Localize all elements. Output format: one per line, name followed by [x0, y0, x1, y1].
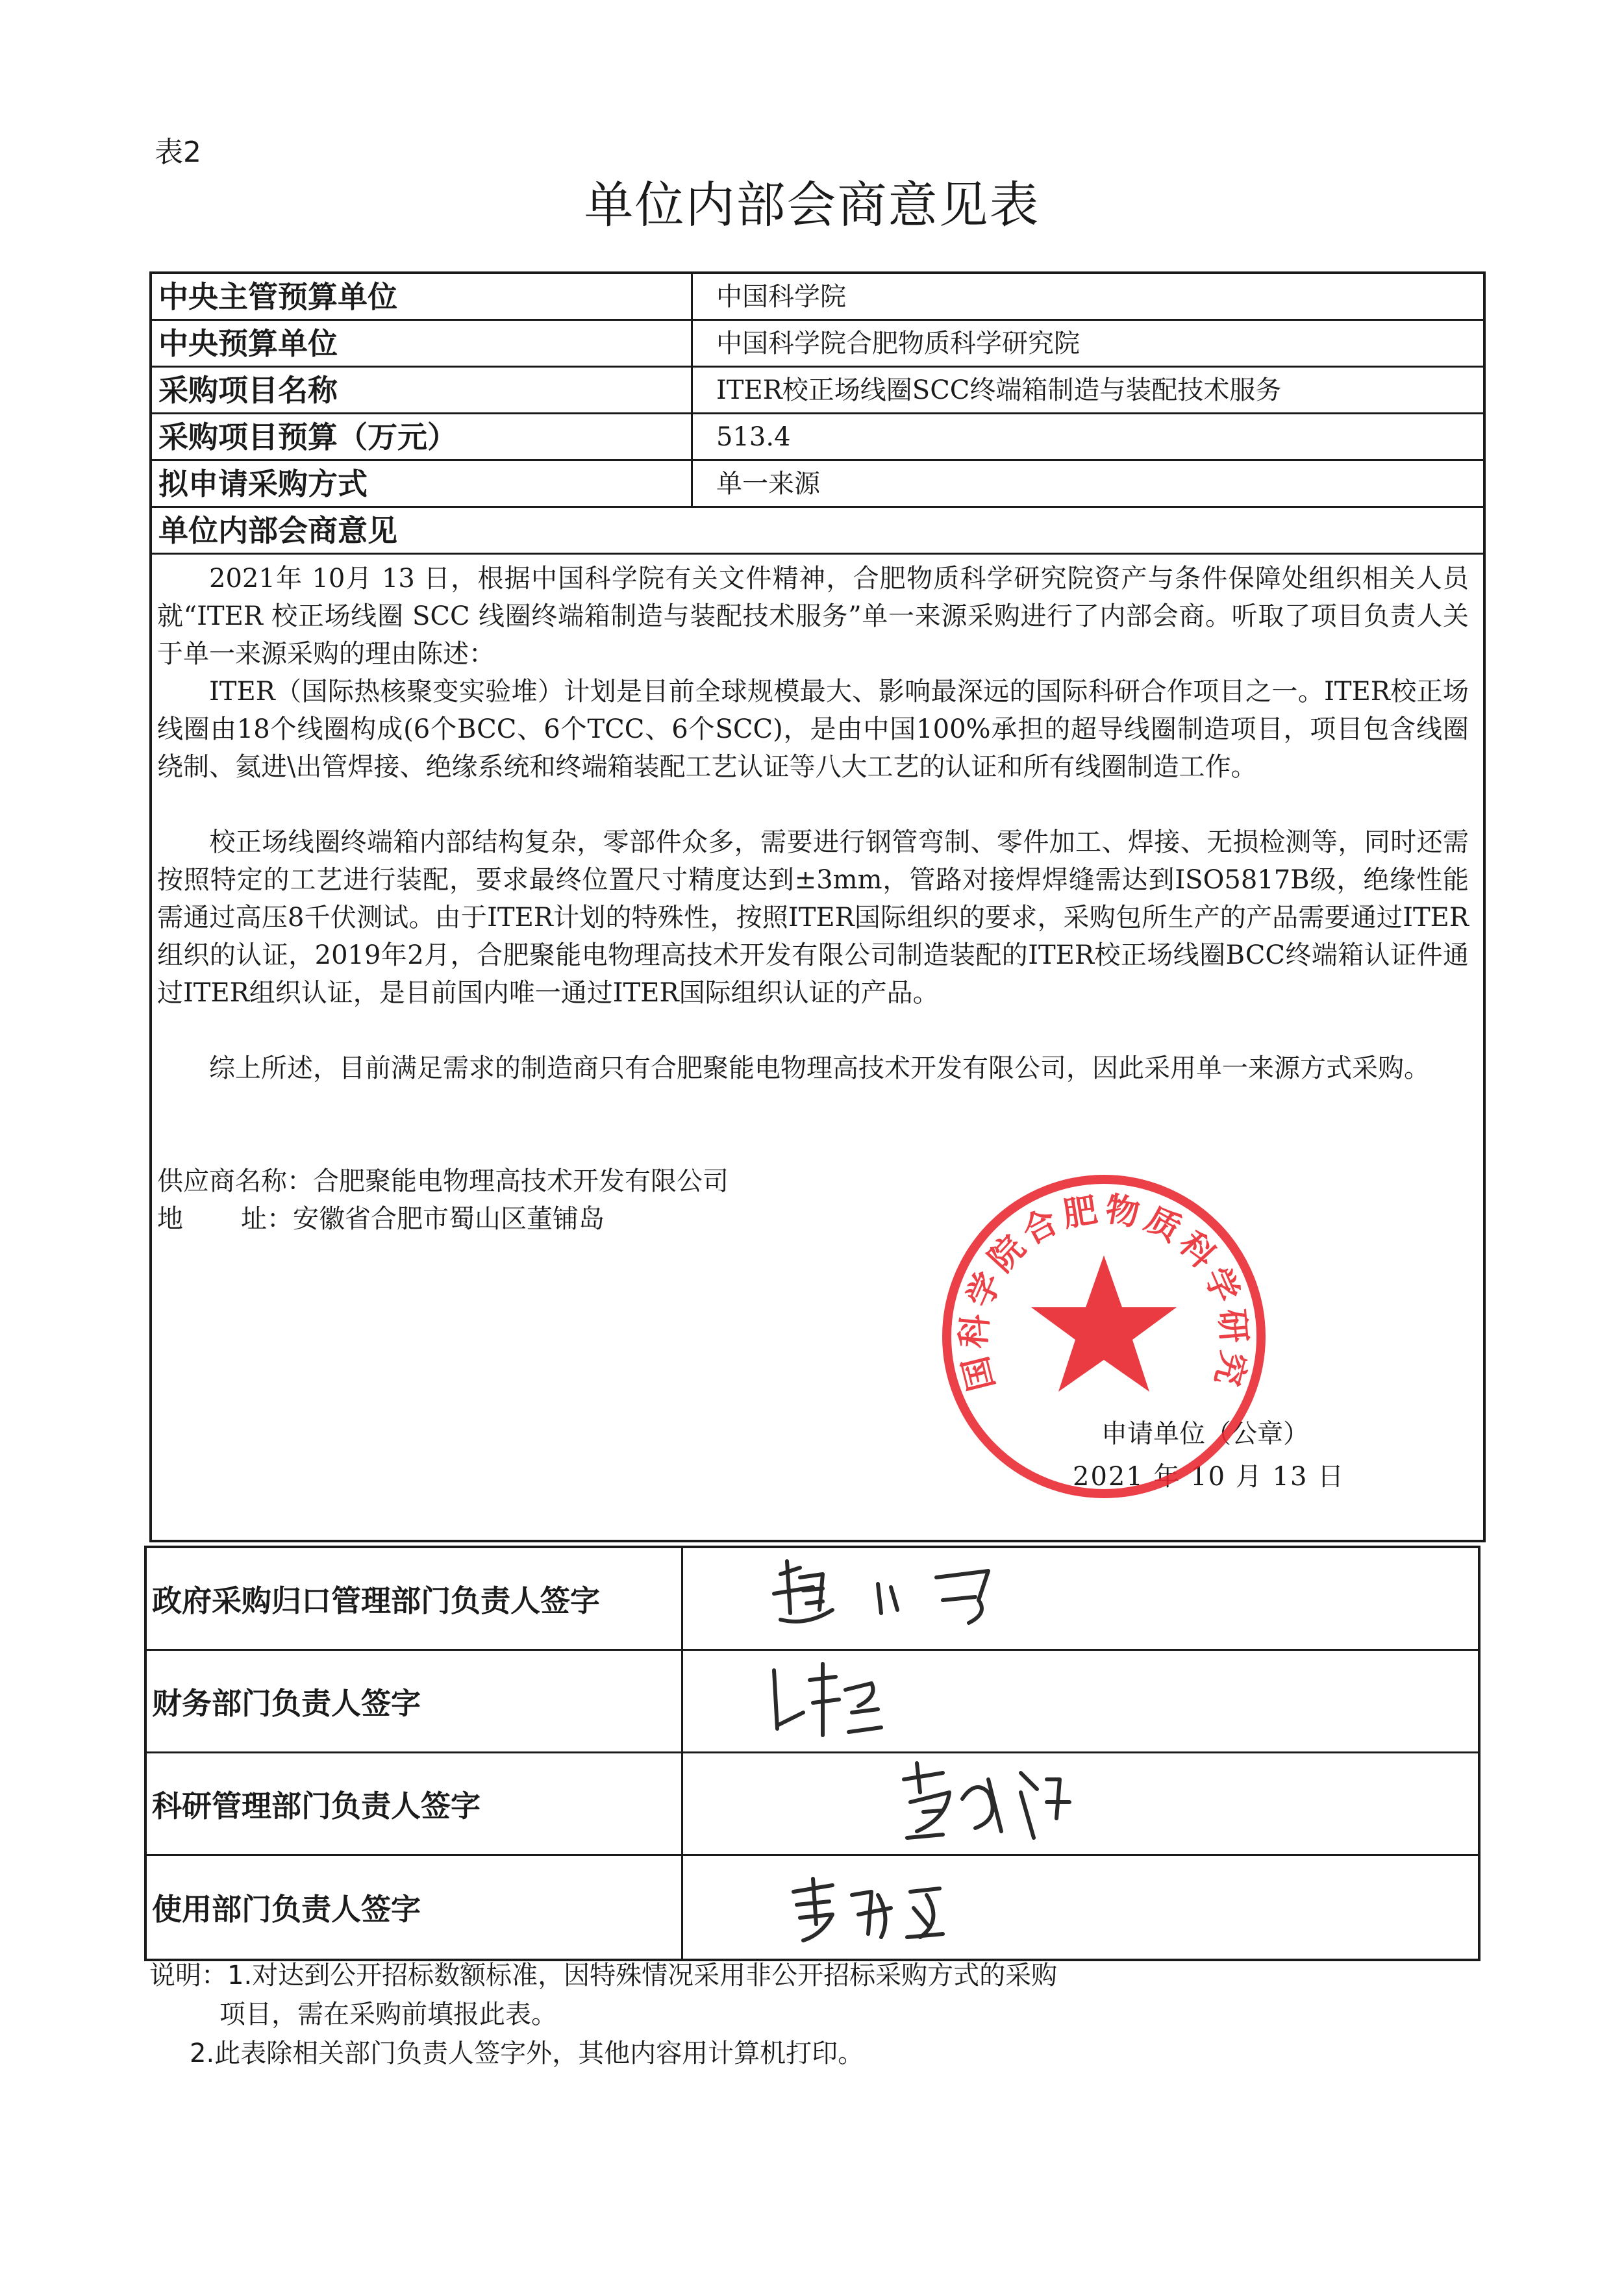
- label-user-dept-signature: 使用部门负责人签字: [147, 1856, 683, 1959]
- row-project-name: [152, 368, 1483, 414]
- row-budget-unit: [152, 321, 1483, 368]
- supplier-address: 地 址：安徽省合肥市蜀山区董铺岛: [157, 1204, 605, 1234]
- label-budget-unit: 中央预算单位: [152, 321, 693, 366]
- row-budget-authority: [152, 274, 1483, 321]
- label-procurement-dept-signature: 政府采购归口管理部门负责人签字: [147, 1548, 683, 1649]
- opinion-paragraph-text: 校正场线圈终端箱内部结构复杂，零部件众多，需要进行钢管弯制、零件加工、焊接、无损检测等，同时还需按照特定的工艺进行装配，要求最终位置尺寸精度达到±3mm，管路对接焊焊缝需达到ISO5817B级，绝缘性能需通过高压8千伏测试。由于ITER计划的特殊性，按照ITER国际组织的要求，采购包所生产的产品需要通过ITER组织的认证，2019年2月，合肥聚能电物理高技术开发有限公司制造装配的ITER校正场线圈BCC终端箱认证件通过ITER组织认证，是目前国内唯一通过ITER国际组织认证的产品。: [157, 827, 1469, 1008]
- value-budget-unit: 中国科学院合肥物质科学研究院: [716, 329, 1080, 358]
- note-line-3: 2.此表除相关部门负责人签字外，其他内容用计算机打印。: [190, 2039, 864, 2068]
- opinion-paragraph-text: 综上所述，目前满足需求的制造商只有合肥聚能电物理高技术开发有限公司，因此采用单一来源方式采购。: [209, 1053, 1430, 1083]
- signature-row: [147, 1651, 1478, 1753]
- research-dept-signature: [683, 1753, 1478, 1854]
- label-procurement-method: 拟申请采购方式: [152, 461, 693, 506]
- seal-graphic: [935, 1168, 1273, 1505]
- label-project-name: 采购项目名称: [152, 368, 693, 412]
- finance-dept-signature: [683, 1651, 1478, 1751]
- row-project-budget: [152, 414, 1483, 461]
- opinion-paragraph-text: ITER（国际热核聚变实验堆）计划是目前全球规模最大、影响最深远的国际科研合作项目之一。ITER校正场线圈由18个线圈构成(6个BCC、6个TCC、6个SCC)，是由中国100%承担的超导线圈制造项目，项目包含线圈绕制、氦进\出管焊接、绝缘系统和终端箱装配工艺认证等八大工艺的认证和所有线圈制造工作。: [157, 677, 1469, 782]
- value-budget-authority: 中国科学院: [716, 282, 846, 312]
- note-line-1: 说明：1.对达到公开招标数额标准，因特殊情况采用非公开招标采购方式的采购: [149, 1961, 1058, 1990]
- label-internal-opinion: 单位内部会商意见: [152, 508, 1483, 555]
- signature-row: [147, 1856, 1478, 1959]
- applicant-unit: 申请单位（公章）: [1101, 1419, 1309, 1449]
- label-finance-dept-signature: 财务部门负责人签字: [147, 1651, 683, 1751]
- note-line-2: 项目，需在采购前填报此表。: [219, 2000, 557, 2029]
- svg-text:中国科学院合肥物质科学研究院: 国科学院合肥物质科学研究: [954, 1190, 1254, 1395]
- table-number: 表2: [155, 136, 201, 169]
- signature-table: [144, 1546, 1480, 1961]
- opinion-paragraph: [157, 823, 1469, 1012]
- label-budget-authority: 中央主管预算单位: [152, 274, 693, 319]
- value-procurement-method: 单一来源: [716, 469, 820, 499]
- application-date: 2021 年 10 月 13 日: [1073, 1462, 1345, 1492]
- supplier-name: 供应商名称：合肥聚能电物理高技术开发有限公司: [157, 1166, 729, 1196]
- opinion-paragraph: [157, 560, 1469, 673]
- value-project-name: ITER校正场线圈SCC终端箱制造与装配技术服务: [716, 375, 1282, 405]
- opinion-paragraph: [157, 1049, 1469, 1087]
- seal-star-icon: [1031, 1255, 1177, 1392]
- official-seal: [935, 1168, 1273, 1505]
- procurement-dept-signature: [683, 1548, 1478, 1649]
- label-project-budget: 采购项目预算（万元）: [152, 414, 693, 459]
- document-title: 单位内部会商意见表: [584, 176, 1040, 234]
- opinion-paragraph: [157, 673, 1469, 786]
- value-project-budget: 513.4: [716, 422, 791, 452]
- label-research-dept-signature: 科研管理部门负责人签字: [147, 1753, 683, 1854]
- opinion-body: [152, 555, 1483, 1540]
- user-dept-signature: [683, 1856, 1478, 1959]
- info-table: [149, 271, 1486, 1542]
- signature-row: [147, 1548, 1478, 1651]
- row-procurement-method: [152, 461, 1483, 508]
- signature-row: [147, 1753, 1478, 1856]
- opinion-paragraph-text: 2021年 10月 13 日，根据中国科学院有关文件精神，合肥物质科学研究院资产与条件保障处组织相关人员就“ITER 校正场线圈 SCC 线圈终端箱制造与装配技术服务”单一来源采购进行了内部会商。听取了项目负责人关于单一来源采购的理由陈述：: [157, 564, 1469, 669]
